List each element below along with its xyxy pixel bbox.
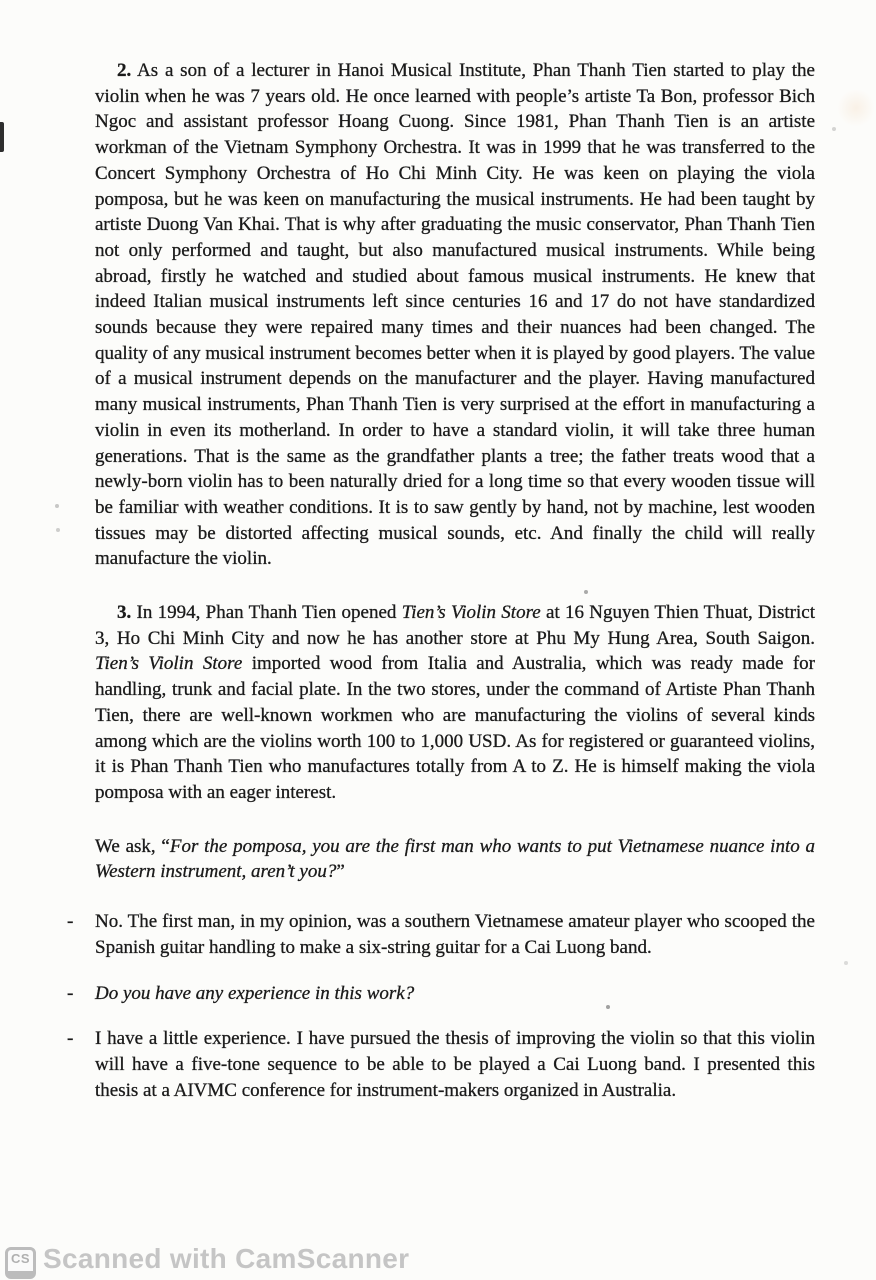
scan-smudge-artifact xyxy=(838,88,874,128)
interviewer-question: We ask, “For the pomposa, you are the first man who wants to put Vietnamese nuance into a Western instrument, aren’t you?” xyxy=(95,835,815,883)
article-text-block xyxy=(67,58,815,1103)
scan-speck-artifacts xyxy=(0,0,2,2)
paragraph-3: 3. In 1994, Phan Thanh Tien opened Tien’s Violin Store at 16 Nguyen Thien Thuat, District 3, Ho Chi Minh City and now he has another store at Phu My Hung Area, South Saigon. Tien’s Violin Store imported wood from Italia and Australia, which was ready made for handling, trunk and facial plate. In the two stores, under the command of Artiste Phan Thanh Tien, there are well-known workmen who are manufacturing the violins of several kinds among which are the violins worth 100 to 1,000 USD. As for registered or guaranteed violins, it is Phan Thanh Tien who manufactures totally from A to Z. He is himself making the viola pomposa with an eager interest. xyxy=(95,602,815,803)
scan-edge-artifact xyxy=(0,122,4,152)
dialogue-answer-1-text: No. The first man, in my opinion, was a southern Vietnamese amateur player who scooped the Spanish guitar handling to make a six-string guitar for a Cai Luong band. xyxy=(95,911,815,958)
dialogue-question-2 xyxy=(67,981,815,1007)
dialogue-answer-3 xyxy=(67,1026,815,1103)
camscanner-logo-icon: CS xyxy=(5,1247,36,1279)
watermark-label: Scanned with CamScanner xyxy=(43,1243,410,1274)
camscanner-watermark xyxy=(5,1243,409,1279)
dialogue-question-2-text: Do you have any experience in this work? xyxy=(95,982,415,1004)
paragraph-2: 2. As a son of a lecturer in Hanoi Musical Institute, Phan Thanh Tien started to play the violin when he was 7 years old. He once learned with people’s artiste Ta Bon, professor Bich Ngoc and assistant professor Hoang Cuong. Since 1981, Phan Thanh Tien is an artiste workman of the Vietnam Symphony Orchestra. It was in 1999 that he was transferred to the Concert Symphony Orchestra of Ho Chi Minh City. He was keen on playing the viola pomposa, but he was keen on manufacturing the musical instruments. He had been taught by artiste Duong Van Khai. That is why after graduating the music conservator, Phan Thanh Tien not only performed and taught, but also manufactured musical instruments. While being abroad, firstly he watched and studied about famous musical instruments. He knew that indeed Italian musical instruments left since centuries 16 and 17 do not have standardized sounds because they were repaired many times and their nuances had been changed. The quality of any musical instrument becomes better when it is played by good players. The value of a musical instrument depends on the manufacturer and the player. Having manufactured many musical instruments, Phan Thanh Tien is very surprised at the effort in manufacturing a violin in even its motherland. In order to have a standard violin, it will take three human generations. That is the same as the grandfather plants a tree; the father treats wood that a newly-born violin has to been naturally dried for a long time so that every wooden tissue will be familiar with weather conditions. It is to saw gently by hand, not by machine, lest wooden tissues may be distorted affecting musical sounds, etc. And finally the child will really manufacture the violin. xyxy=(95,60,815,570)
dialogue-answer-3-text: I have a little experience. I have pursued the thesis of improving the violin so that this violin will have a five-tone sequence to be able to be played a Cai Luong band. I presented this thesis at a AIVMC conference for instrument-makers organized in Australia. xyxy=(95,1028,815,1101)
dialogue-dash: - xyxy=(67,1028,74,1050)
dialogue-dash: - xyxy=(67,911,74,933)
dialogue-dash: - xyxy=(67,982,74,1004)
dialogue-answer-1 xyxy=(67,909,815,960)
